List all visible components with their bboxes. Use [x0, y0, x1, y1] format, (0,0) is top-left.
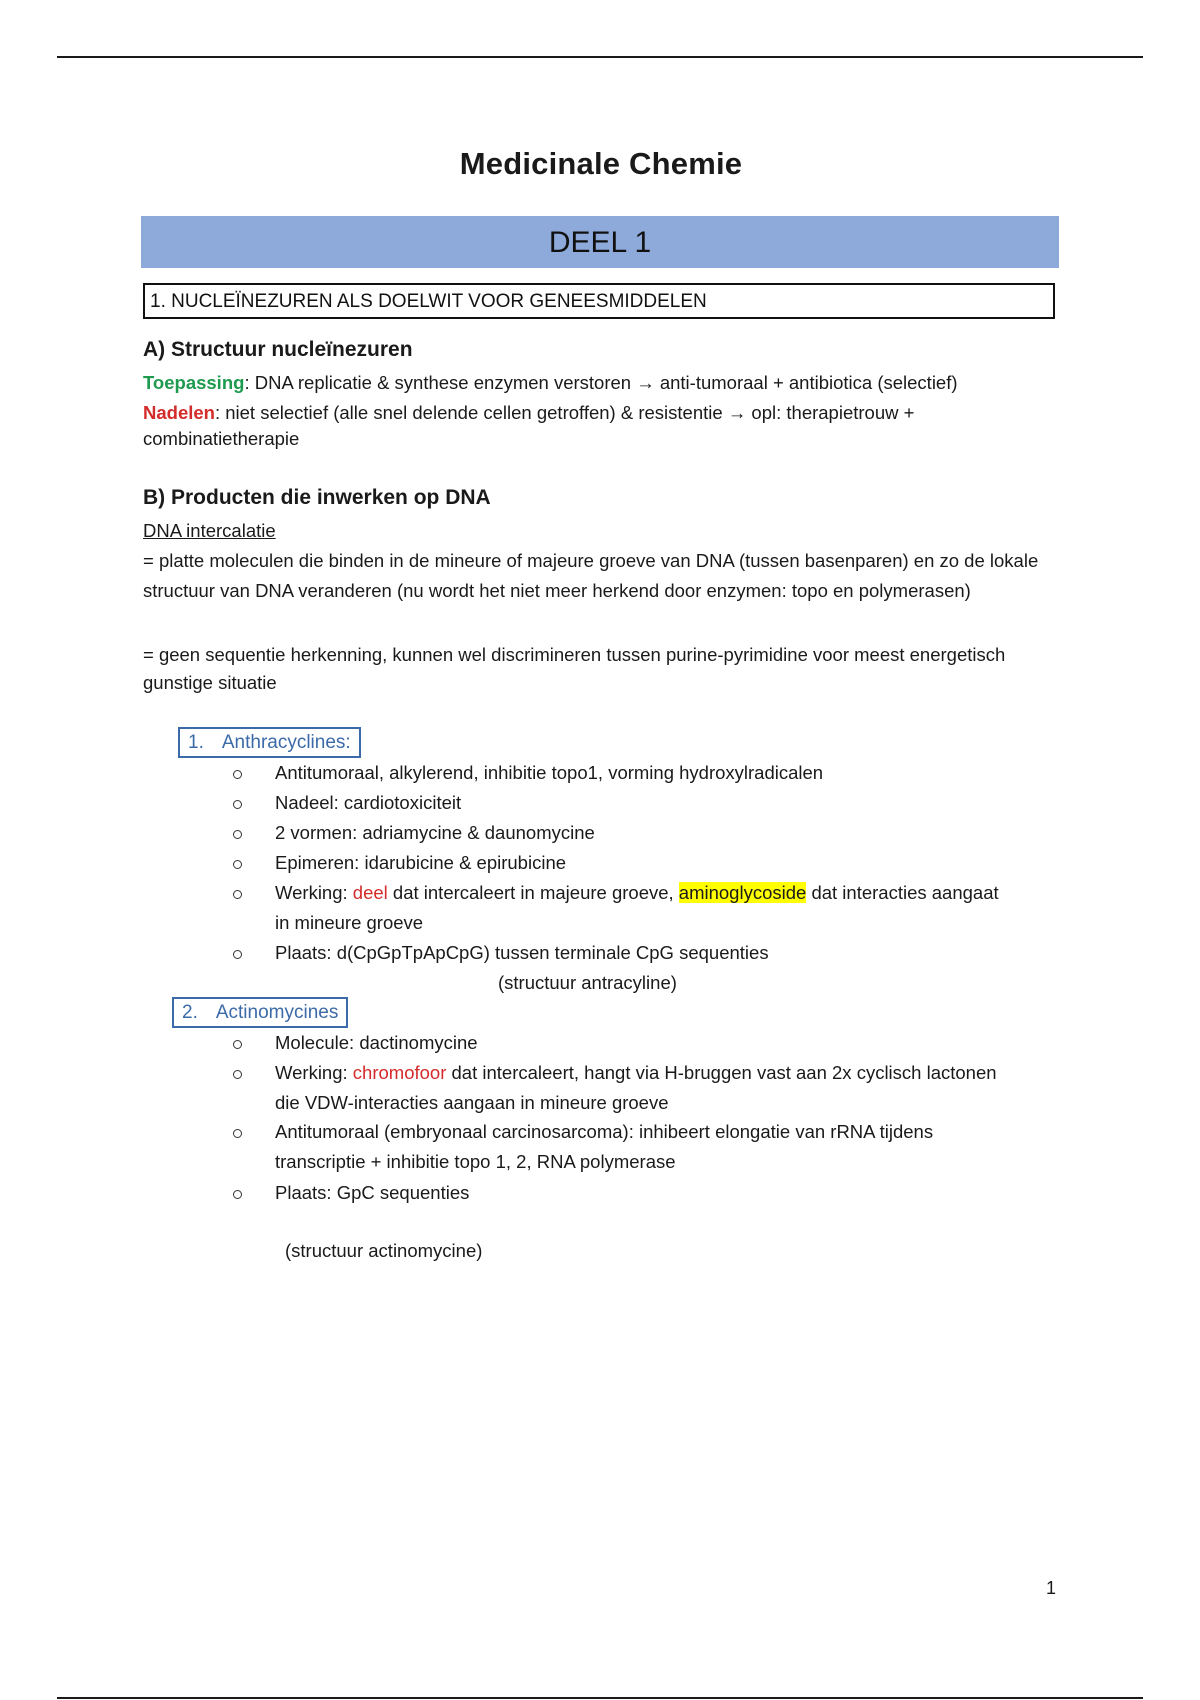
- circle-bullet-icon: [233, 800, 242, 809]
- circle-bullet-icon: [233, 860, 242, 869]
- list-item: Antitumoraal (embryonaal carcinosarcoma): inhibeert elongatie van rRNA tijdens transcriptie + inhibitie topo 1, 2, RNA polymerase: [255, 1117, 1015, 1177]
- toepassing-text: : DNA replicatie & synthese enzymen verstoren → anti-tumoraal + antibiotica (selectief): [244, 372, 958, 393]
- nadelen-text: : niet selectief (alle snel delende cellen getroffen) & resistentie → opl: therapietrouw + combinatietherapie: [143, 402, 915, 449]
- section-b-heading: B) Producten die inwerken op DNA: [143, 486, 491, 509]
- list-item: Werking: deel dat intercaleert in majeure groeve, aminoglycoside dat interacties aangaat in mineure groeve: [255, 878, 1015, 938]
- list-item: Werking: chromofoor dat intercaleert, hangt via H-bruggen vast aan 2x cyclisch lactonen die VDW-interacties aangaan in mineure groeve: [255, 1058, 1015, 1118]
- circle-bullet-icon: [233, 890, 242, 899]
- aminoglycoside-highlight: aminoglycoside: [678, 882, 807, 903]
- toepassing-line: [143, 372, 958, 394]
- circle-bullet-icon: [233, 1070, 242, 1079]
- part-banner: DEEL 1: [141, 216, 1059, 268]
- intercalatie-paragraph-1: = platte moleculen die binden in de mineure of majeure groeve van DNA (tussen basenparen) en zo de lokale structuur van DNA veranderen (nu wordt het niet meer herkend door enzymen: topo en polymerasen): [143, 550, 1039, 601]
- list-item: Molecule: dactinomycine: [255, 1028, 1015, 1058]
- actinomycines-heading: [172, 997, 348, 1028]
- actinomycine-structure-caption: (structuur actinomycine): [285, 1240, 483, 1261]
- circle-bullet-icon: [233, 770, 242, 779]
- list-item: Plaats: GpC sequenties: [255, 1178, 1015, 1208]
- anthracyclines-heading: [178, 727, 361, 758]
- deel-highlight: deel: [352, 882, 388, 903]
- circle-bullet-icon: [233, 830, 242, 839]
- toepassing-label: Toepassing: [143, 372, 245, 393]
- circle-bullet-icon: [233, 1129, 242, 1138]
- top-rule: [57, 56, 1143, 58]
- actinomycines-label: Actinomycines: [215, 1002, 339, 1023]
- circle-bullet-icon: [233, 1190, 242, 1199]
- anthracycline-structure-caption: (structuur antracyline): [498, 972, 677, 993]
- actinomycines-number: 2.: [182, 1002, 198, 1023]
- nadelen-line: [143, 400, 1059, 452]
- list-item: Epimeren: idarubicine & epirubicine: [255, 848, 1015, 878]
- page-number: 1: [1045, 1578, 1056, 1598]
- section-a-heading: A) Structuur nucleïnezuren: [143, 338, 413, 361]
- circle-bullet-icon: [233, 950, 242, 959]
- bottom-rule: [57, 1697, 1143, 1699]
- anthracyclines-label: Anthracyclines:: [221, 732, 351, 753]
- nadelen-label: Nadelen: [143, 402, 215, 423]
- list-item: 2 vormen: adriamycine & daunomycine: [255, 818, 1015, 848]
- circle-bullet-icon: [233, 1040, 242, 1049]
- page-title: Medicinale Chemie: [459, 146, 743, 181]
- anthracyclines-number: 1.: [188, 732, 204, 753]
- list-item: Nadeel: cardiotoxiciteit: [255, 788, 1015, 818]
- chapter-heading: 1. NUCLEÏNEZUREN ALS DOELWIT VOOR GENEESMIDDELEN: [143, 283, 1055, 319]
- list-item: Plaats: d(CpGpTpApCpG) tussen terminale CpG sequenties: [255, 938, 1015, 968]
- chromofoor-highlight: chromofoor: [352, 1062, 447, 1083]
- list-item: Antitumoraal, alkylerend, inhibitie topo1, vorming hydroxylradicalen: [255, 758, 1015, 788]
- dna-intercalatie-heading: DNA intercalatie: [143, 520, 276, 541]
- intercalatie-paragraph-2: = geen sequentie herkenning, kunnen wel discrimineren tussen purine-pyrimidine voor meest energetisch gunstige situatie: [143, 644, 1006, 693]
